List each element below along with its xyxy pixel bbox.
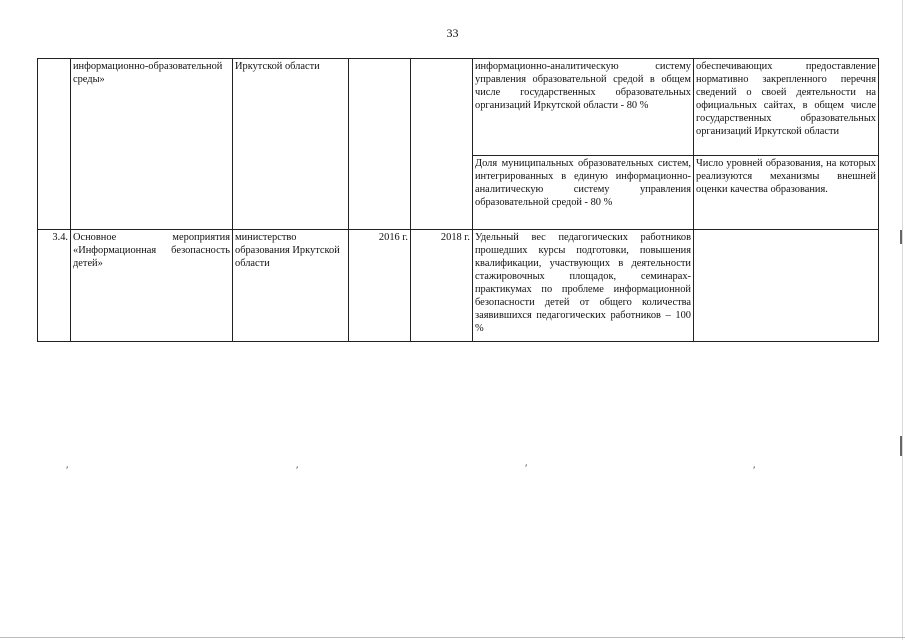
page-number: 33 (446, 26, 459, 40)
result-indicator-cell: информационно-аналитическую систему управления образовательной средой в общем числе государственных образовательных организаций Иркутской области - 80 % (473, 59, 694, 156)
scan-artifact: ⸴ (753, 461, 756, 472)
result-indicator-cell: Доля муниципальных образовательных систем, интегрированных в единую информационно-аналитическую систему управления образовательной средой - 80 % (473, 156, 694, 230)
table-row (38, 230, 879, 342)
result-indicator-cell: Удельный вес педагогических работников прошедших курсы подготовки, повышения квалификации, участвующих в деятельности стажировочных площадок, семинарах-практикумах по проблеме информационной безопасности детей от общего количества заявившихся педагогических работников – 100 % (473, 230, 694, 342)
row-number-cell (38, 59, 71, 230)
scan-edge-mark (900, 436, 902, 456)
scan-artifact: ⸴ (66, 461, 69, 472)
activity-cell: Основное мероприятия «Информационная безопасность детей» (71, 230, 233, 342)
end-year-cell: 2018 г. (411, 230, 473, 342)
scan-edge-right (902, 0, 903, 640)
activity-cell: информационно-образовательной среды» (71, 59, 233, 230)
impact-indicator-cell: обеспечивающих предоставление нормативно закрепленного перечня сведений о своей деятельности на официальных сайтах, в общем числе государственных образовательных организаций Иркутской области (694, 59, 879, 156)
scan-edge-mark (900, 230, 902, 244)
start-year-cell (349, 59, 411, 230)
table-row (38, 59, 879, 156)
end-year-cell (411, 59, 473, 230)
scan-artifact: ⸴ (296, 461, 299, 472)
row-number-cell: 3.4. (38, 230, 71, 342)
executor-cell: министерство образования Иркутской области (233, 230, 349, 342)
scan-edge-bottom (0, 637, 905, 638)
start-year-cell: 2016 г. (349, 230, 411, 342)
impact-indicator-cell (694, 230, 879, 342)
impact-indicator-cell: Число уровней образования, на которых реализуются механизмы внешней оценки качества образования. (694, 156, 879, 230)
activities-table (37, 58, 879, 342)
executor-cell: Иркутской области (233, 59, 349, 230)
scan-artifact: ⸴ (525, 459, 528, 470)
